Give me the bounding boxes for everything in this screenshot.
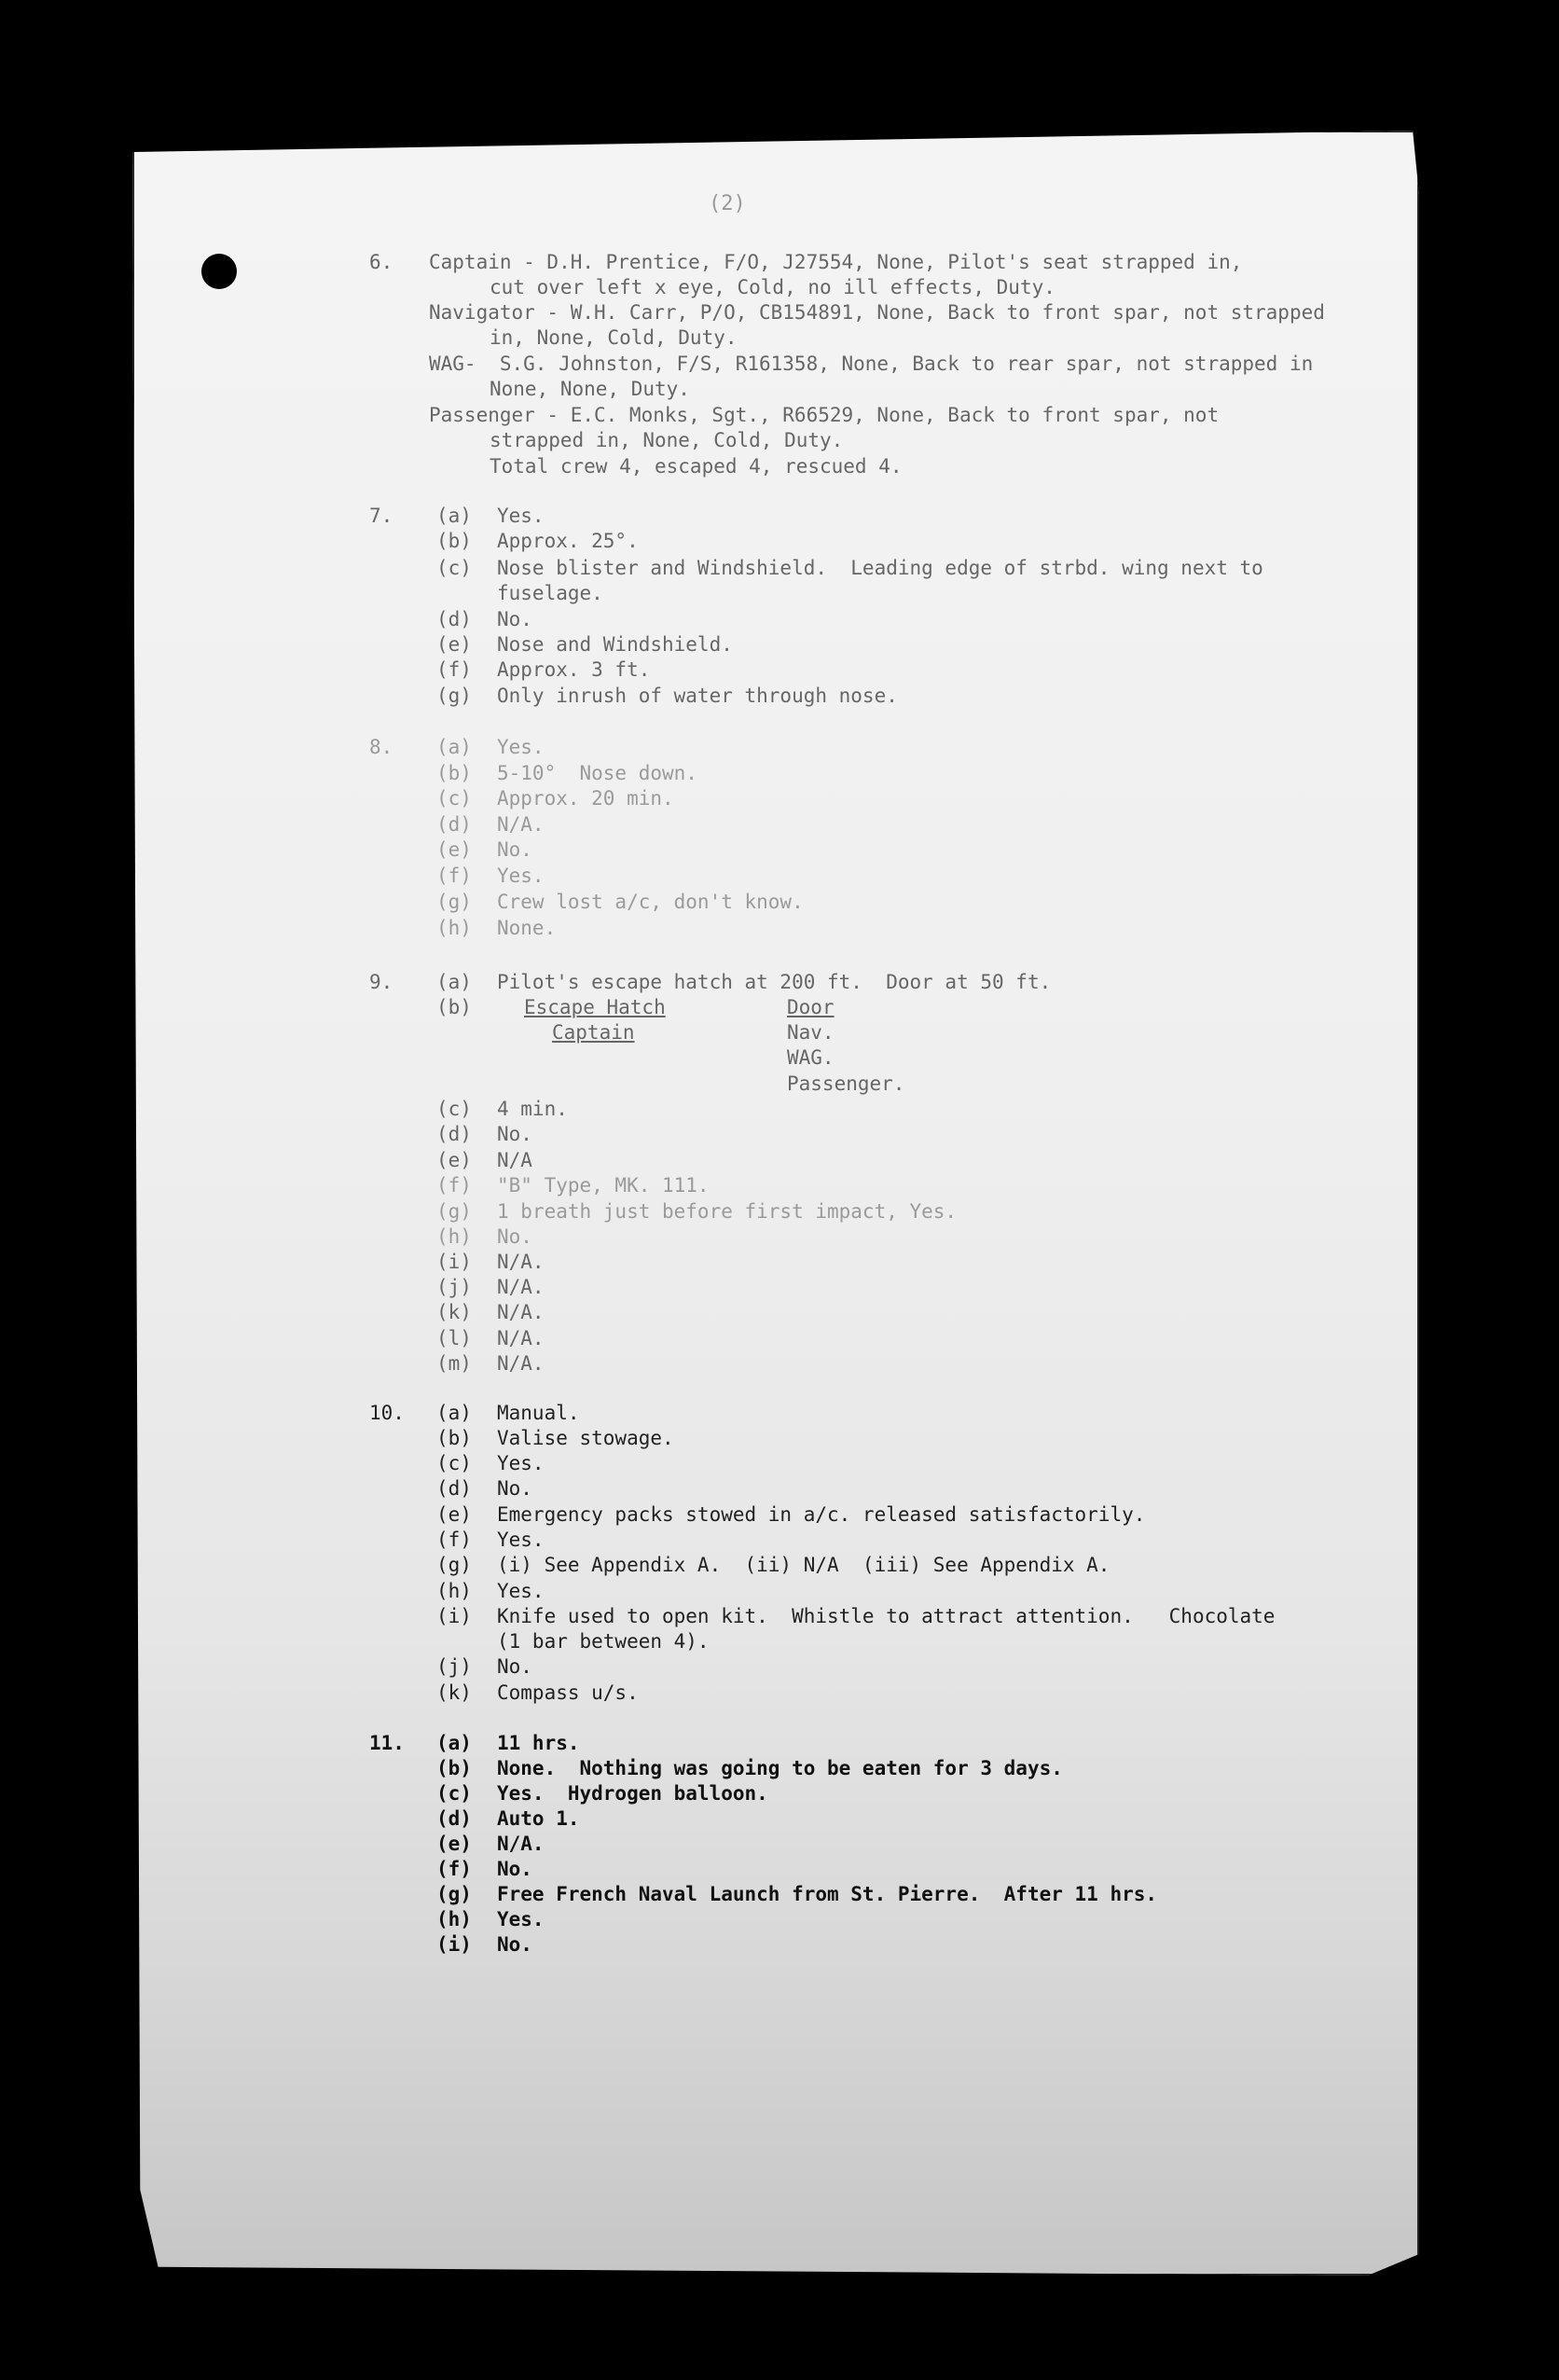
item-text: Manual. (497, 1402, 580, 1424)
item-label: (i) (436, 1251, 472, 1273)
section-number: 6. (369, 251, 393, 273)
item-label: (f) (436, 658, 472, 681)
item-label: (f) (436, 1858, 472, 1880)
item-label: (e) (436, 1503, 472, 1526)
item-label: (a) (436, 505, 472, 527)
item-text: 11 hrs. (497, 1732, 580, 1754)
column-item: Nav. (787, 1021, 835, 1044)
item-text: fuselage. (497, 582, 603, 604)
item-label: (j) (436, 1276, 472, 1298)
item-text: Yes. (497, 1908, 545, 1930)
item-text: Emergency packs stowed in a/c. released satisfactorily. (497, 1503, 1146, 1526)
item-label: (g) (436, 1200, 472, 1223)
column-item: Captain (552, 1021, 635, 1044)
item-text: Approx. 20 min. (497, 787, 674, 809)
item-text: Approx. 25°. (497, 530, 639, 552)
text-line: None, None, Duty. (490, 378, 690, 400)
item-text: N/A. (497, 1276, 545, 1298)
item-label: (e) (436, 1149, 472, 1171)
item-label: (f) (436, 1529, 472, 1551)
item-text: N/A. (497, 813, 545, 836)
item-label: (g) (436, 891, 472, 913)
item-text: N/A. (497, 1251, 545, 1273)
item-label: (b) (436, 530, 472, 552)
column-heading-door: Door (787, 996, 835, 1018)
column-item: WAG. (787, 1046, 835, 1069)
item-text: Free French Naval Launch from St. Pierre. After 11 hrs. (497, 1883, 1158, 1905)
item-label: (a) (436, 971, 472, 993)
item-label: (c) (436, 1452, 472, 1474)
item-label: (d) (436, 608, 472, 630)
item-text: No. (497, 608, 532, 630)
item-label: (f) (436, 1174, 472, 1197)
item-label: (h) (436, 1580, 472, 1602)
text-line: WAG- S.G. Johnston, F/S, R161358, None, Back to rear spar, not strapped in (429, 353, 1314, 375)
section-number: 9. (369, 971, 393, 993)
item-text: N/A. (497, 1833, 545, 1855)
item-label: (c) (436, 1782, 472, 1805)
item-text: Compass u/s. (497, 1681, 639, 1704)
item-text: No. (497, 1477, 532, 1500)
item-label: (h) (436, 1225, 472, 1248)
item-label: (g) (436, 1554, 472, 1576)
item-text: No. (497, 1933, 532, 1956)
item-label: (i) (436, 1605, 472, 1627)
item-label: (f) (436, 865, 472, 887)
item-label: (j) (436, 1655, 472, 1678)
item-text: Yes. (497, 1580, 545, 1602)
item-label: (g) (436, 1883, 472, 1905)
item-text: (1 bar between 4). (497, 1630, 710, 1653)
item-text: Only inrush of water through nose. (497, 685, 898, 707)
item-text: Yes. (497, 736, 545, 758)
section-number: 8. (369, 736, 393, 758)
section-number: 10. (369, 1402, 405, 1424)
item-label: (d) (436, 1123, 472, 1145)
item-label: (g) (436, 685, 472, 707)
text-line: Captain - D.H. Prentice, F/O, J27554, None, Pilot's seat strapped in, (429, 251, 1243, 273)
text-line: Total crew 4, escaped 4, rescued 4. (490, 455, 903, 477)
item-text: None. Nothing was going to be eaten for 3 days. (497, 1757, 1063, 1779)
item-label: (d) (436, 1477, 472, 1500)
item-label: (l) (436, 1327, 472, 1349)
item-label: (e) (436, 633, 472, 656)
item-text: No. (497, 1655, 532, 1678)
item-label: (a) (436, 736, 472, 758)
item-text: Yes. Hydrogen balloon. (497, 1782, 768, 1805)
item-text: No. (497, 1123, 532, 1145)
item-text: 5-10° Nose down. (497, 762, 697, 784)
column-heading-escape-hatch: Escape Hatch (524, 996, 666, 1018)
item-label: (b) (436, 996, 472, 1018)
item-text: No. (497, 1858, 532, 1880)
page-number: (2) (709, 192, 746, 215)
item-label: (d) (436, 1807, 472, 1830)
item-label: (h) (436, 1908, 472, 1930)
text-line: cut over left x eye, Cold, no ill effects, Duty. (490, 276, 1055, 298)
text-line: Navigator - W.H. Carr, P/O, CB154891, None, Back to front spar, not strapped (429, 301, 1325, 324)
item-label: (i) (436, 1933, 472, 1956)
item-label: (h) (436, 917, 472, 939)
item-text: Yes. (497, 865, 545, 887)
item-label: (b) (436, 762, 472, 784)
item-text: N/A. (497, 1327, 545, 1349)
item-text: Yes. (497, 1452, 545, 1474)
item-label: (c) (436, 557, 472, 579)
item-text: No. (497, 1225, 532, 1248)
item-text: Crew lost a/c, don't know. (497, 891, 804, 913)
item-text: N/A. (497, 1301, 545, 1323)
item-text: Yes. (497, 505, 545, 527)
item-label: (e) (436, 1833, 472, 1855)
item-text: (i) See Appendix A. (ii) N/A (iii) See Appendix A. (497, 1554, 1111, 1576)
item-text: Knife used to open kit. Whistle to attract attention. Chocolate (497, 1605, 1276, 1627)
item-text: Pilot's escape hatch at 200 ft. Door at 50 ft. (497, 971, 1052, 993)
item-text: 1 breath just before first impact, Yes. (497, 1200, 958, 1223)
section-number: 7. (369, 505, 393, 527)
column-item: Passenger. (787, 1072, 905, 1095)
item-label: (m) (436, 1352, 472, 1375)
item-text: N/A (497, 1149, 532, 1171)
item-text: Auto 1. (497, 1807, 580, 1830)
item-text: 4 min. (497, 1098, 568, 1120)
item-text: Nose and Windshield. (497, 633, 733, 656)
item-label: (b) (436, 1757, 472, 1779)
item-label: (b) (436, 1427, 472, 1449)
item-text: No. (497, 838, 532, 861)
item-text: N/A. (497, 1352, 545, 1375)
item-label: (c) (436, 787, 472, 809)
item-label: (d) (436, 813, 472, 836)
item-text: Approx. 3 ft. (497, 658, 651, 681)
item-text: None. (497, 917, 557, 939)
item-text: Valise stowage. (497, 1427, 674, 1449)
text-line: in, None, Cold, Duty. (490, 326, 738, 349)
item-label: (k) (436, 1681, 472, 1704)
item-label: (e) (436, 838, 472, 861)
item-text: Yes. (497, 1529, 545, 1551)
item-label: (c) (436, 1098, 472, 1120)
text-line: Passenger - E.C. Monks, Sgt., R66529, None, Back to front spar, not (429, 404, 1220, 426)
item-label: (a) (436, 1402, 472, 1424)
punch-hole (201, 254, 237, 289)
item-text: Nose blister and Windshield. Leading edge of strbd. wing next to (497, 557, 1263, 579)
text-line: strapped in, None, Cold, Duty. (490, 429, 844, 451)
item-label: (a) (436, 1732, 472, 1754)
item-label: (k) (436, 1301, 472, 1323)
section-number: 11. (369, 1732, 405, 1754)
item-text: "B" Type, MK. 111. (497, 1174, 710, 1197)
